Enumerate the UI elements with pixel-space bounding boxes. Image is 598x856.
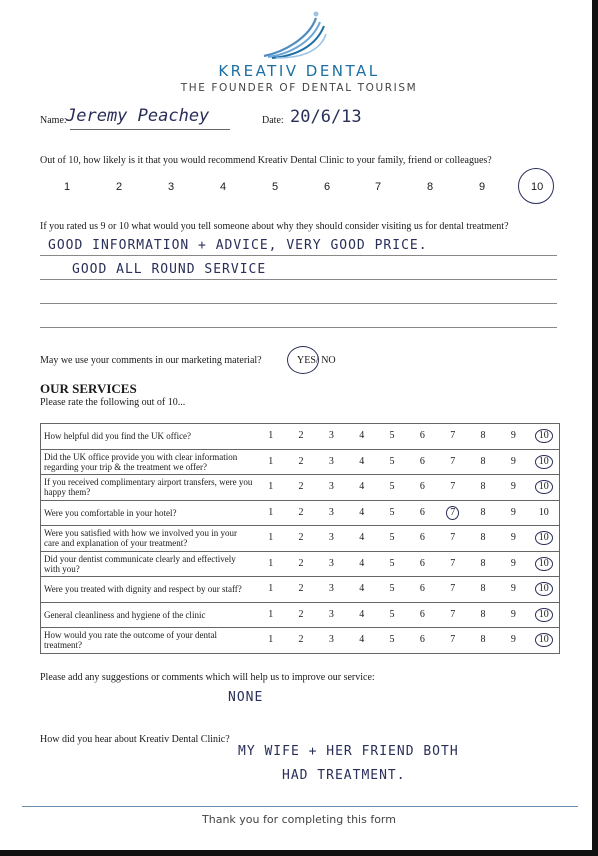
rating-option-label: 9 [510,455,516,467]
rating-option-9[interactable] [498,628,528,654]
rating-selected-option: 10 [535,608,553,622]
rating-row [41,449,560,475]
rating-option-label: 3 [328,506,334,518]
why-answer-line-1: GOOD INFORMATION + ADVICE, VERY GOOD PRICE. [48,238,428,253]
rating-option-6[interactable] [407,551,437,577]
rating-selected-option: 10 [535,582,553,596]
rating-option-label: 6 [419,455,425,467]
rating-option-label: 8 [480,608,486,620]
rating-option-4[interactable] [347,449,377,475]
rating-option-9[interactable] [498,424,528,450]
rating-option-label: 1 [268,608,274,620]
footer-rule [22,806,578,807]
rating-option-1[interactable] [256,475,286,501]
rating-option-7[interactable] [438,628,468,654]
rating-option-10[interactable] [529,449,560,475]
rating-option-label: 8 [480,455,486,467]
scale-1[interactable]: 1 [64,181,71,193]
rating-option-2[interactable] [286,449,316,475]
why-answer-line-2: GOOD ALL ROUND SERVICE [72,262,267,277]
rating-option-2[interactable] [286,551,316,577]
rating-option-label: 8 [480,481,486,493]
rating-option-label: 4 [359,557,365,569]
rating-option-8[interactable] [468,602,498,628]
recommend-selected-circle [518,168,554,204]
rating-option-5[interactable] [377,526,407,552]
marketing-separator: / [315,355,319,366]
rating-option-label: 4 [359,634,365,646]
rating-option-label: 9 [510,634,516,646]
rating-option-label: 9 [510,532,516,544]
rating-option-label: 4 [359,430,365,442]
recommend-question: Out of 10, how likely is it that you would recommend Kreativ Dental Clinic to your family, friend or colleagues? [40,155,492,166]
rating-option-10[interactable] [529,475,560,501]
answer-rule-4 [40,327,557,328]
rating-option-label: 2 [298,532,304,544]
rating-selected-option: 10 [535,633,553,647]
rating-option-3[interactable] [316,449,346,475]
rating-option-label: 2 [298,608,304,620]
rating-option-4[interactable] [347,628,377,654]
rating-option-label: 7 [450,634,456,646]
rating-option-1[interactable] [256,449,286,475]
rating-option-4[interactable] [347,424,377,450]
rating-option-1[interactable] [256,602,286,628]
rating-option-6[interactable] [407,424,437,450]
rating-option-10[interactable] [529,500,560,526]
rating-option-label: 6 [419,430,425,442]
marketing-question: May we use your comments in our marketing material? [40,355,262,366]
rating-selected-option: 10 [535,531,553,545]
name-value: Jeremy Peachey [66,106,210,126]
rating-selected-option: 10 [535,429,553,443]
rating-row [41,424,560,450]
heard-question: How did you hear about Kreativ Dental Clinic? [40,734,230,745]
rating-option-label: 6 [419,557,425,569]
rating-option-label: 4 [359,608,365,620]
scale-9[interactable]: 9 [479,181,486,193]
rating-option-2[interactable] [286,602,316,628]
rating-option-3[interactable] [316,500,346,526]
rating-option-2[interactable] [286,475,316,501]
date-value: 20/6/13 [290,107,362,127]
rating-option-label: 1 [268,430,274,442]
rating-option-label: 4 [359,506,365,518]
scan-edge-right [592,0,598,856]
rating-option-label: 3 [328,455,334,467]
rating-row [41,526,560,552]
rating-option-5[interactable] [377,551,407,577]
rating-option-label: 6 [419,634,425,646]
rating-option-label: 10 [538,506,549,518]
rating-option-10[interactable] [529,551,560,577]
rating-option-4[interactable] [347,602,377,628]
scale-7[interactable]: 7 [375,181,382,193]
rating-option-label: 5 [389,455,395,467]
rating-question: How helpful did you find the UK office? [41,424,256,450]
rating-option-label: 3 [328,430,334,442]
rating-option-3[interactable] [316,577,346,603]
rating-selected-option: 10 [535,480,553,494]
rating-option-5[interactable] [377,449,407,475]
rating-option-9[interactable] [498,449,528,475]
rating-option-9[interactable] [498,602,528,628]
rating-option-8[interactable] [468,526,498,552]
rating-option-1[interactable] [256,577,286,603]
rating-option-label: 2 [298,455,304,467]
rating-option-label: 8 [480,430,486,442]
rating-option-6[interactable] [407,475,437,501]
services-title: OUR SERVICES [40,381,137,396]
rating-option-label: 3 [328,532,334,544]
rating-option-label: 2 [298,634,304,646]
rating-option-9[interactable] [498,475,528,501]
answer-rule-3 [40,303,557,304]
heard-answer-line-2: HAD TREATMENT. [282,768,406,783]
rating-option-8[interactable] [468,449,498,475]
rating-question: How would you rate the outcome of your dental treatment? [41,628,256,654]
rating-option-label: 7 [450,532,456,544]
rating-option-3[interactable] [316,551,346,577]
scan-edge-bottom [0,850,598,856]
rating-option-2[interactable] [286,628,316,654]
rating-option-label: 1 [268,557,274,569]
rating-option-9[interactable] [498,551,528,577]
rating-option-5[interactable] [377,500,407,526]
rating-option-5[interactable] [377,602,407,628]
footer-text: Thank you for completing this form [202,813,396,826]
rating-option-label: 5 [389,532,395,544]
rating-option-2[interactable] [286,526,316,552]
rating-option-label: 1 [268,634,274,646]
rating-row [41,551,560,577]
rating-option-1[interactable] [256,526,286,552]
rating-option-label: 4 [359,532,365,544]
rating-option-7[interactable] [438,475,468,501]
rating-option-label: 7 [450,481,456,493]
rating-option-label: 3 [328,634,334,646]
rating-option-4[interactable] [347,526,377,552]
rating-option-label: 1 [268,583,274,595]
rating-option-7[interactable] [438,526,468,552]
scale-3[interactable]: 3 [168,181,175,193]
marketing-no[interactable]: NO [321,355,336,366]
rating-option-8[interactable] [468,500,498,526]
rating-option-label: 6 [419,506,425,518]
rating-option-label: 6 [419,532,425,544]
rating-question: Did your dentist communicate clearly and effectively with you? [41,551,256,577]
rating-option-label: 3 [328,583,334,595]
answer-rule-2 [40,279,557,280]
rating-option-7[interactable] [438,551,468,577]
rating-option-3[interactable] [316,602,346,628]
rating-option-10[interactable] [529,602,560,628]
rating-row [41,500,560,526]
rating-option-label: 5 [389,506,395,518]
rating-question: If you received complimentary airport transfers, were you happy them? [41,475,256,501]
rating-option-label: 9 [510,481,516,493]
rating-option-1[interactable] [256,551,286,577]
rating-option-1[interactable] [256,500,286,526]
rating-option-label: 7 [450,430,456,442]
rating-option-10[interactable] [529,424,560,450]
why-question: If you rated us 9 or 10 what would you tell someone about why they should consider visiting us for dental treatment? [40,221,509,232]
rating-option-label: 4 [359,455,365,467]
rating-option-label: 1 [268,455,274,467]
answer-rule-1 [40,255,557,256]
rating-option-label: 8 [480,634,486,646]
rating-option-label: 7 [450,583,456,595]
rating-option-label: 2 [298,557,304,569]
rating-option-label: 7 [450,608,456,620]
rating-option-label: 5 [389,634,395,646]
rating-selected-option: 10 [535,557,553,571]
brand-tagline: THE FOUNDER OF DENTAL TOURISM [180,82,418,94]
rating-option-label: 8 [480,506,486,518]
rating-option-9[interactable] [498,500,528,526]
rating-option-label: 9 [510,583,516,595]
rating-option-label: 5 [389,557,395,569]
rating-option-label: 4 [359,481,365,493]
rating-row [41,475,560,501]
rating-option-7[interactable] [438,449,468,475]
rating-option-9[interactable] [498,577,528,603]
rating-option-10[interactable] [529,526,560,552]
services-rating-table [40,423,560,654]
rating-selected-option: 7 [446,506,459,520]
wave-logo-icon [254,8,344,60]
rating-option-label: 7 [450,455,456,467]
rating-option-label: 5 [389,430,395,442]
rating-option-2[interactable] [286,500,316,526]
rating-option-label: 1 [268,532,274,544]
rating-option-10[interactable] [529,577,560,603]
rating-question: Were you treated with dignity and respect by our staff? [41,577,256,603]
rating-option-label: 3 [328,557,334,569]
rating-row [41,628,560,654]
rating-option-label: 9 [510,608,516,620]
rating-option-8[interactable] [468,628,498,654]
rating-option-5[interactable] [377,424,407,450]
rating-option-6[interactable] [407,526,437,552]
rating-option-4[interactable] [347,500,377,526]
rating-option-6[interactable] [407,577,437,603]
marketing-yes[interactable]: YES [297,355,316,366]
rating-option-label: 5 [389,608,395,620]
rating-option-4[interactable] [347,577,377,603]
rating-option-label: 6 [419,583,425,595]
rating-option-label: 2 [298,583,304,595]
rating-option-4[interactable] [347,475,377,501]
rating-option-label: 2 [298,506,304,518]
rating-option-2[interactable] [286,424,316,450]
rating-option-label: 5 [389,481,395,493]
rating-option-label: 1 [268,481,274,493]
rating-option-label: 7 [450,557,456,569]
rating-option-9[interactable] [498,526,528,552]
scale-10[interactable]: 10 [531,181,544,193]
rating-option-label: 8 [480,583,486,595]
name-underline [70,129,230,130]
rating-option-3[interactable] [316,424,346,450]
rating-row [41,602,560,628]
rating-option-label: 9 [510,557,516,569]
rating-option-6[interactable] [407,449,437,475]
services-subtitle: Please rate the following out of 10... [40,397,186,408]
rating-question: Were you comfortable in your hotel? [41,500,256,526]
rating-option-label: 9 [510,430,516,442]
rating-option-label: 6 [419,608,425,620]
scale-4[interactable]: 4 [220,181,227,193]
scale-8[interactable]: 8 [427,181,434,193]
rating-option-label: 6 [419,481,425,493]
heard-answer-line-1: MY WIFE + HER FRIEND BOTH [238,744,459,759]
rating-option-5[interactable] [377,577,407,603]
rating-option-6[interactable] [407,500,437,526]
scale-5[interactable]: 5 [272,181,279,193]
rating-option-label: 2 [298,430,304,442]
scale-2[interactable]: 2 [116,181,123,193]
rating-option-10[interactable] [529,628,560,654]
rating-option-label: 3 [328,481,334,493]
rating-option-7[interactable] [438,424,468,450]
rating-option-7[interactable] [438,577,468,603]
rating-option-3[interactable] [316,526,346,552]
rating-option-4[interactable] [347,551,377,577]
scale-6[interactable]: 6 [324,181,331,193]
rating-option-8[interactable] [468,475,498,501]
rating-option-7[interactable] [438,602,468,628]
rating-option-7[interactable] [438,500,468,526]
rating-option-label: 5 [389,583,395,595]
rating-row [41,577,560,603]
rating-option-1[interactable] [256,424,286,450]
name-label: Name: [40,115,67,126]
rating-option-label: 1 [268,506,274,518]
marketing-options [297,355,336,366]
suggestions-question: Please add any suggestions or comments which will help us to improve our service: [40,672,375,683]
rating-option-label: 4 [359,583,365,595]
rating-option-label: 9 [510,506,516,518]
rating-option-1[interactable] [256,628,286,654]
rating-option-label: 8 [480,532,486,544]
rating-question: Were you satisfied with how we involved you in your care and explanation of your treatment? [41,526,256,552]
rating-option-8[interactable] [468,424,498,450]
rating-option-label: 3 [328,608,334,620]
rating-option-8[interactable] [468,577,498,603]
rating-option-label: 2 [298,481,304,493]
header [0,8,598,94]
rating-question: General cleanliness and hygiene of the clinic [41,602,256,628]
rating-option-6[interactable] [407,602,437,628]
rating-option-3[interactable] [316,475,346,501]
rating-selected-option: 10 [535,455,553,469]
date-label: Date: [262,115,284,126]
brand-name: KREATIV DENTAL [218,62,380,80]
rating-option-6[interactable] [407,628,437,654]
rating-option-5[interactable] [377,628,407,654]
rating-option-label: 8 [480,557,486,569]
rating-question: Did the UK office provide you with clear information regarding your trip & the treatment we offer? [41,449,256,475]
rating-option-8[interactable] [468,551,498,577]
suggestions-answer: NONE [228,690,264,705]
rating-option-3[interactable] [316,628,346,654]
rating-option-5[interactable] [377,475,407,501]
rating-option-2[interactable] [286,577,316,603]
